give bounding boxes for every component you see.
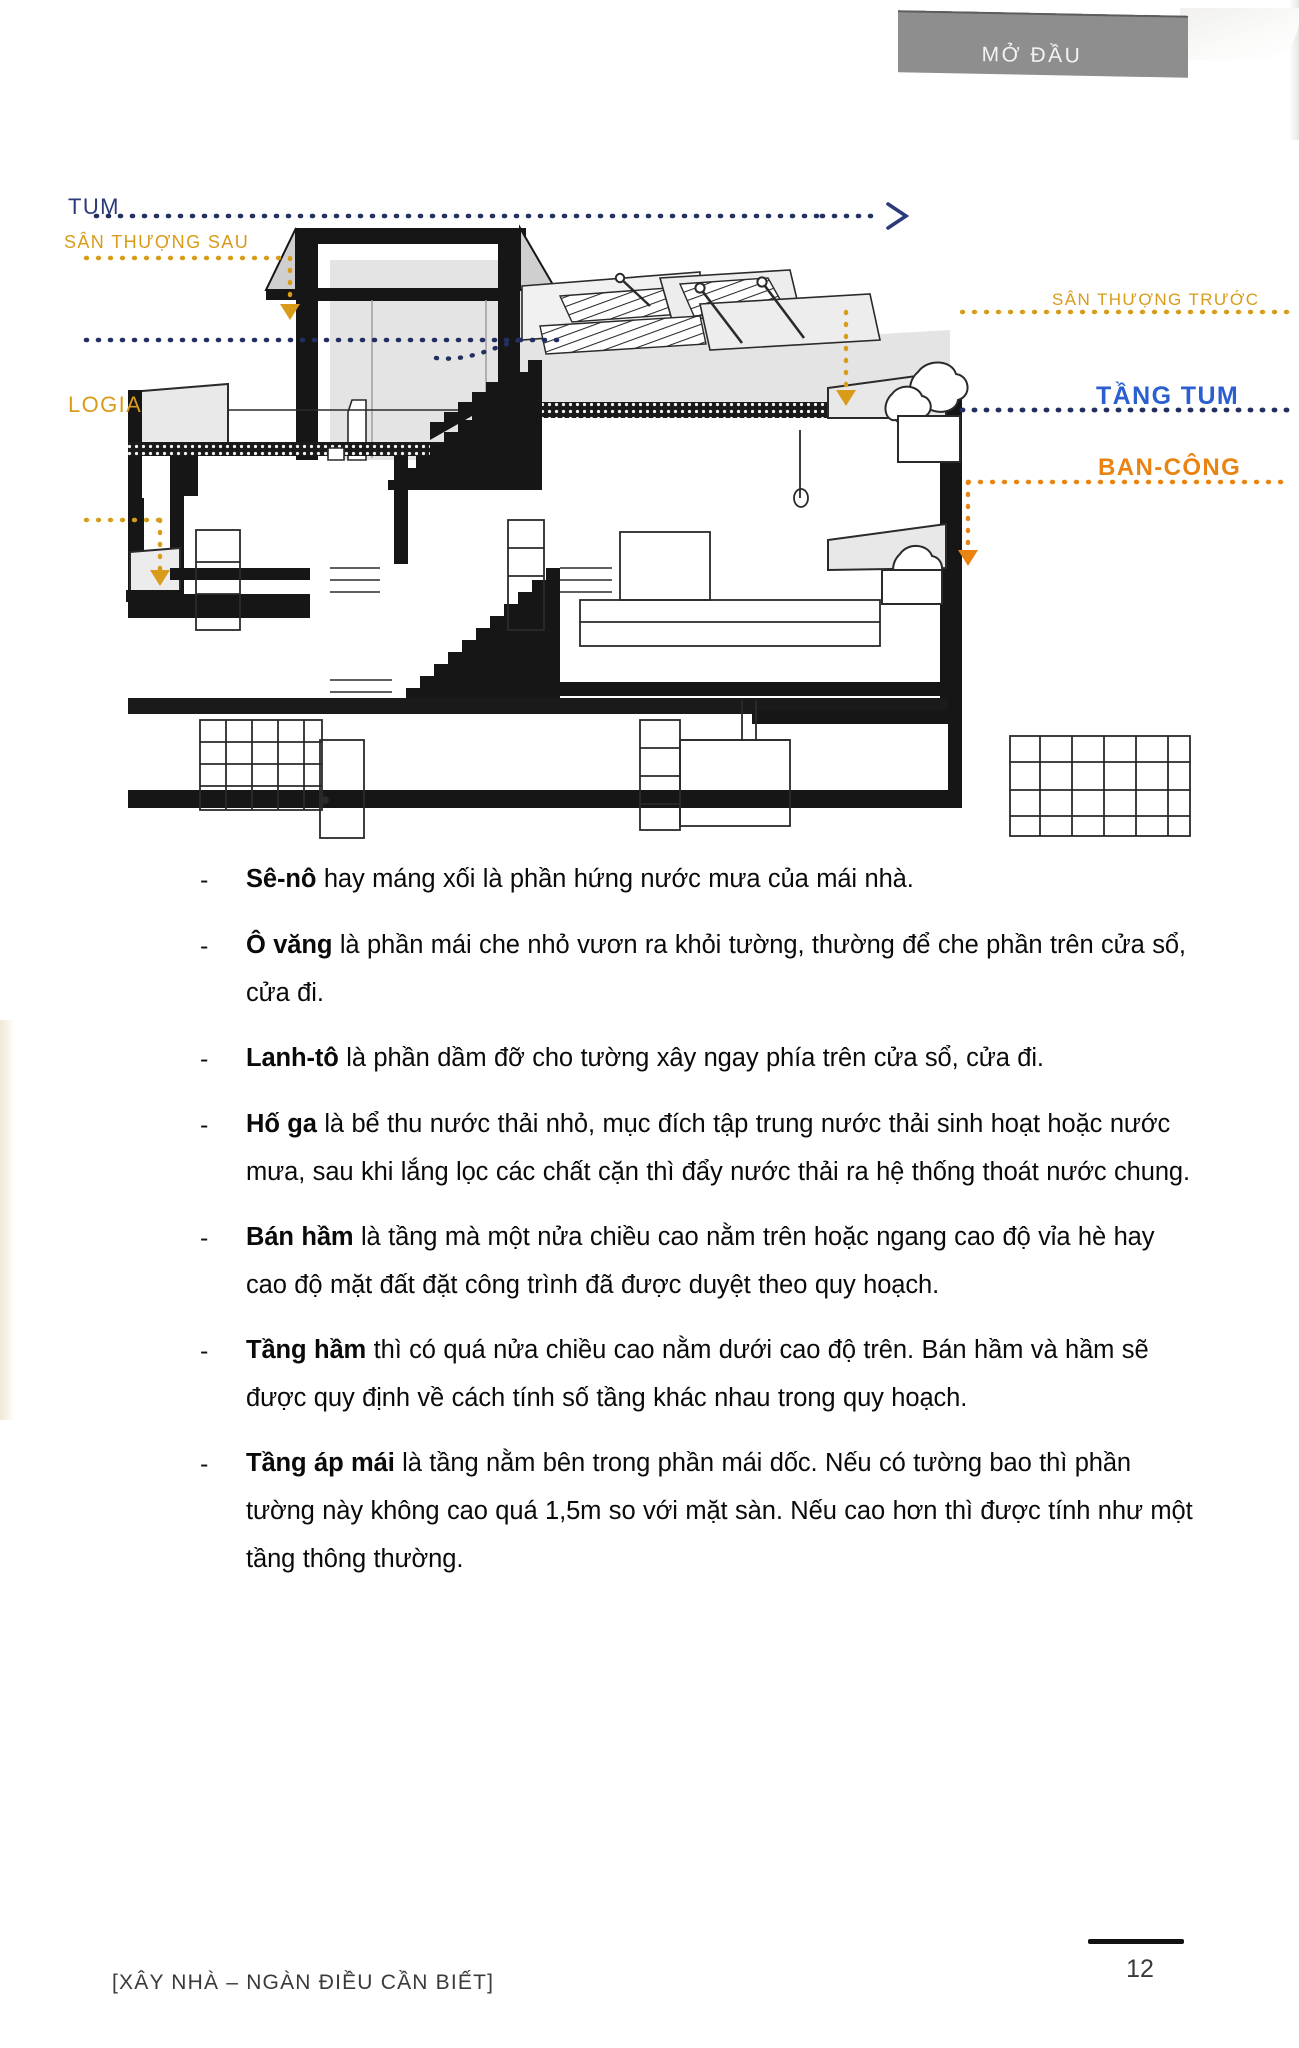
drawing-label-tum: TUM (68, 194, 120, 219)
drawing-label-san-thuong-truoc: SÂN THƯỢNG TRƯỚC (1052, 290, 1260, 309)
architectural-section-drawing (0, 100, 1299, 840)
header-page-corner (1180, 8, 1299, 60)
bullet-marker: - (200, 1450, 209, 1478)
term-label: Ô văng (246, 931, 333, 959)
term-description: là phần dầm đỡ cho tường xây ngay phía trên cửa sổ, cửa đi. (338, 1044, 1044, 1072)
term-label: Lanh-tô (246, 1044, 339, 1072)
bullet-marker: - (200, 1045, 209, 1073)
term-label: Tầng áp mái (246, 1449, 395, 1477)
list-item-text (246, 1439, 1200, 1583)
term-description: hay máng xối là phần hứng nước mưa của mái nhà. (316, 865, 914, 893)
list-item (200, 1034, 1200, 1083)
footer-rule (1088, 1939, 1184, 1944)
list-item-text (246, 921, 1200, 1017)
list-item-text (246, 1326, 1200, 1422)
footer-book-title: [XÂY NHÀ – NGÀN ĐIỀU CẦN BIẾT] (112, 1971, 495, 1994)
term-label: Tầng hầm (246, 1336, 367, 1364)
term-description: là bể thu nước thải nhỏ, mục đích tập trung nước thải sinh hoạt hoặc nước mưa, sau khi lắng lọc các chất cặn thì đẩy nước thải ra hệ thống thoát nước chung. (246, 1110, 1190, 1186)
term-label: Sê-nô (246, 865, 317, 893)
drawing-label-ban-cong: BAN-CÔNG (1098, 454, 1242, 481)
list-item (200, 1326, 1200, 1422)
list-item-text (246, 855, 1200, 903)
scan-edge-left (0, 1020, 14, 1420)
term-label: Hố ga (246, 1110, 317, 1138)
bullet-marker: - (200, 1111, 209, 1139)
definition-list (200, 855, 1200, 1600)
term-description: là tầng mà một nửa chiều cao nằm trên hoặc ngang cao độ vỉa hè hay cao độ mặt đất đặt công trình đã được duyệt theo quy hoạch. (246, 1223, 1155, 1299)
term-description: là tầng nằm bên trong phần mái dốc. Nếu có tường bao thì phần tường này không cao quá 1,5m so với mặt sàn. Nếu cao hơn thì được tính như một tầng thông thường. (246, 1449, 1193, 1573)
list-item-text (246, 1034, 1200, 1082)
footer-page-number: 12 (1126, 1955, 1154, 1983)
list-item (200, 1213, 1200, 1309)
drawing-label-san-thuong-sau: SÂN THƯỢNG SAU (64, 232, 250, 252)
bullet-marker: - (200, 932, 209, 960)
drawing-label-tang-tum: TẦNG TUM (1096, 382, 1240, 410)
list-item-text (246, 1100, 1200, 1196)
list-item (200, 921, 1200, 1017)
drawing-label-logia: LOGIA (68, 392, 143, 417)
header-banner (898, 10, 1188, 78)
list-item (200, 1100, 1200, 1196)
bullet-marker: - (200, 866, 209, 894)
bullet-marker: - (200, 1337, 209, 1365)
term-label: Bán hầm (246, 1223, 354, 1251)
list-item (200, 1439, 1200, 1583)
list-item-text (246, 1213, 1200, 1309)
bullet-marker: - (200, 1224, 209, 1252)
term-description: thì có quá nửa chiều cao nằm dưới cao độ trên. Bán hầm và hầm sẽ được quy định về cách tính số tầng khác nhau trong quy hoạch. (246, 1336, 1149, 1412)
list-item (200, 855, 1200, 904)
term-description: là phần mái che nhỏ vươn ra khỏi tường, thường để che phần trên cửa sổ, cửa đi. (246, 931, 1186, 1007)
header-banner-label: MỞ ĐẦU (981, 43, 1083, 68)
